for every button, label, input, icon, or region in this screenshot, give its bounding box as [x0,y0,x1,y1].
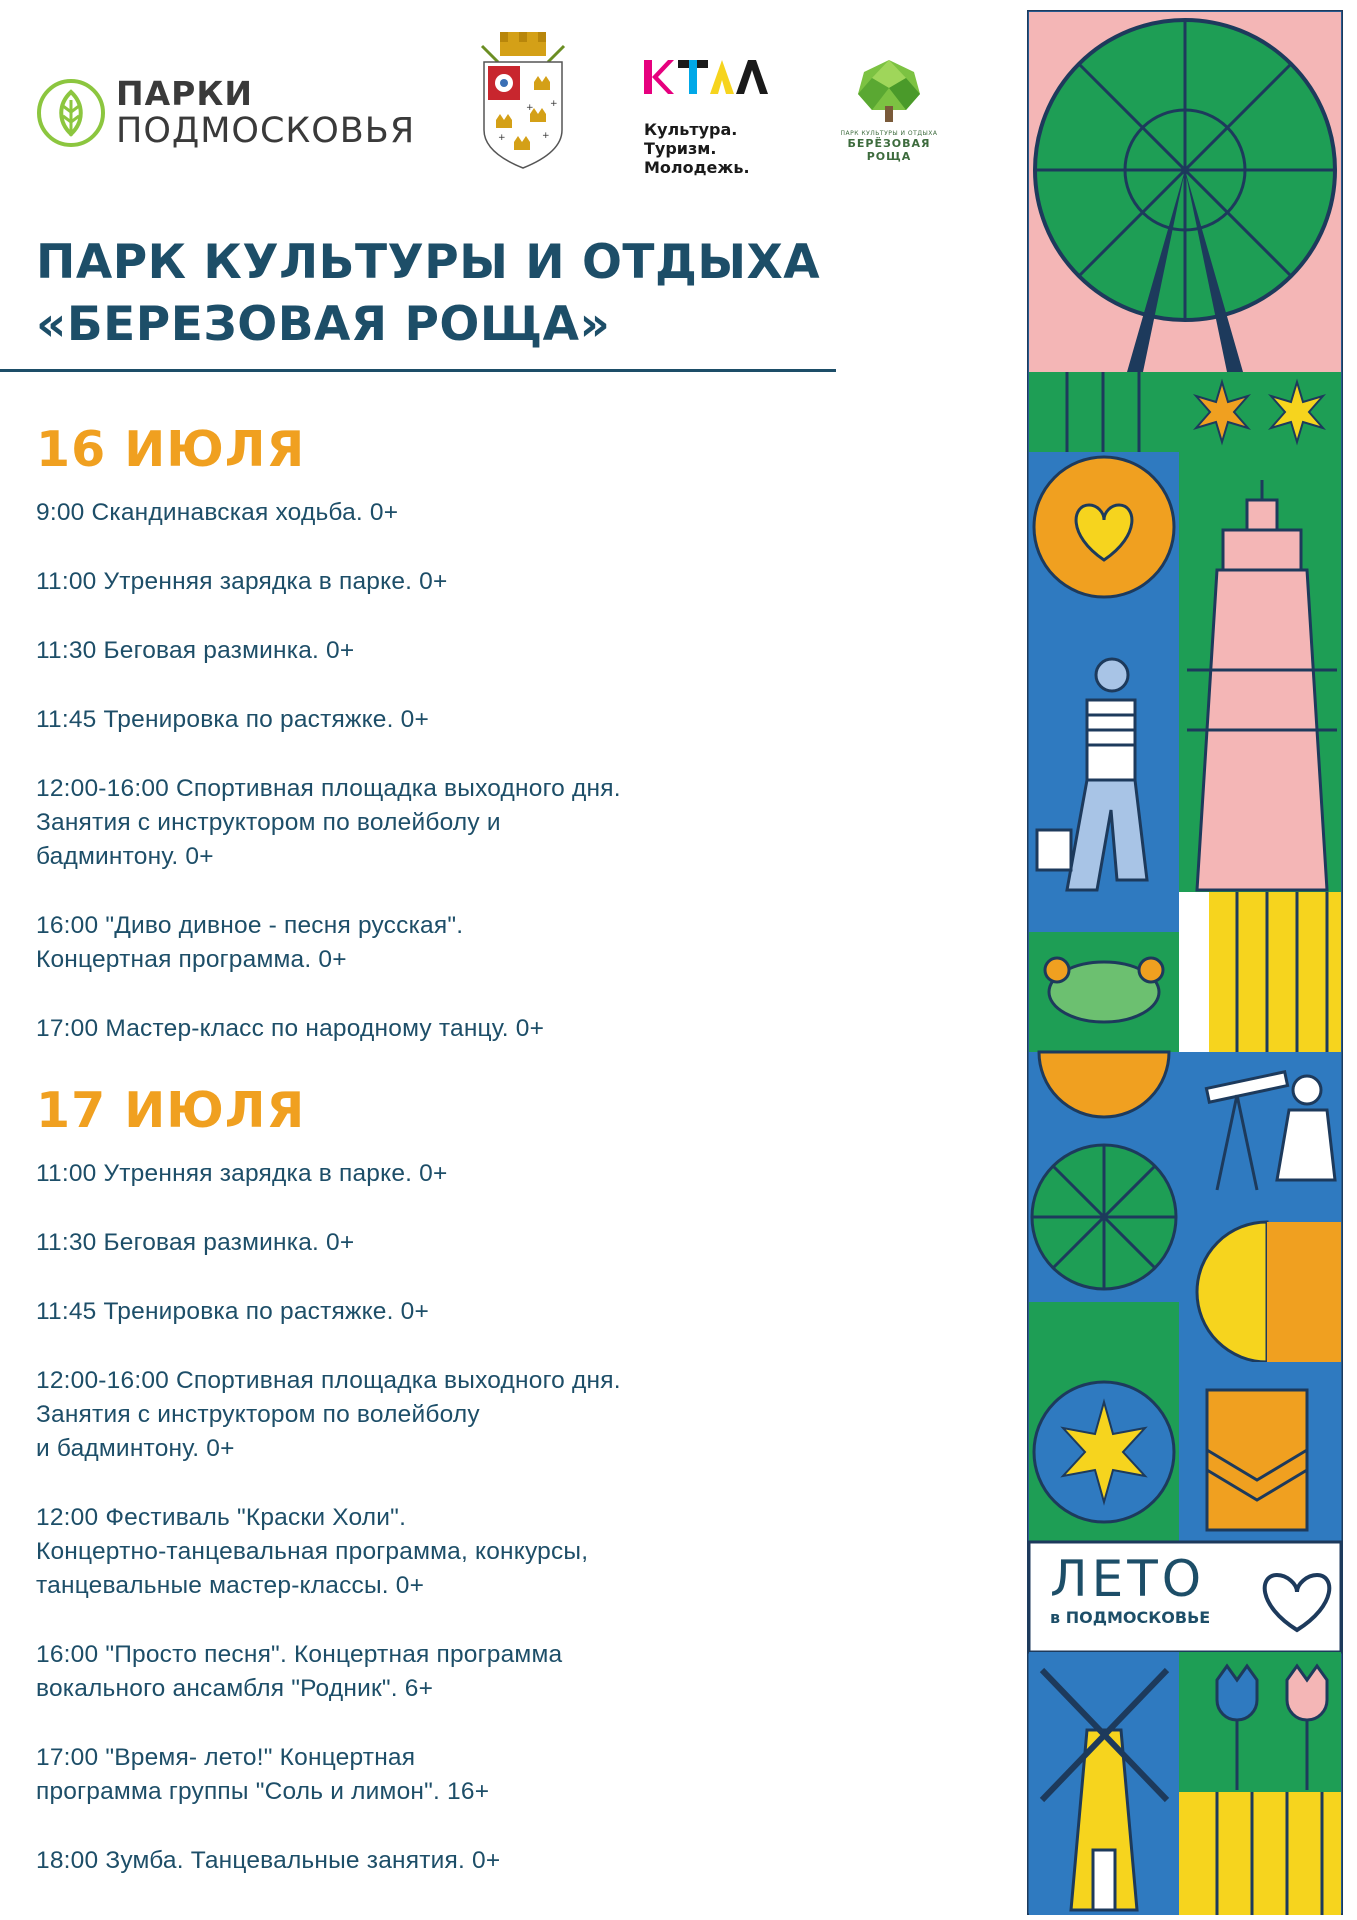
event-item: 11:00 Утренняя зарядка в парке. 0+ [36,1160,448,1187]
event-item: 17:00 Мастер-класс по народному танцу. 0+ [36,1015,545,1042]
parki-line2: ПОДМОСКОВЬЯ [116,111,416,151]
svg-text:+: + [550,99,558,109]
event-item: 12:00-16:00 Спортивная площадка выходного дня. Занятия с инструктором по волейболу и бадминтону. 0+ [36,775,621,870]
coat-of-arms-icon [478,30,568,170]
star-circle-icon [1029,1362,1179,1542]
event-item: 16:00 "Просто песня". Концертная программа вокального ансамбля "Родник". 6+ [36,1641,563,1702]
leto-sub: в ПОДМОСКОВЬЕ [1050,1608,1211,1627]
event-item: 17:00 "Время- лето!" Концертная программа группы "Соль и лимон". 16+ [36,1744,490,1805]
event-item: 12:00-16:00 Спортивная площадка выходного дня. Занятия с инструктором по волейболу и бадминтону. 0+ [36,1367,621,1462]
ferris-wheel-icon [1029,12,1341,372]
title-line-1: ПАРК КУЛЬТУРЫ И ОТДЫХА [36,235,821,290]
stripes-icon [1029,372,1179,452]
ktm-logo [644,52,784,177]
frog-icon [1029,932,1179,1052]
summer-art-panel [1027,10,1343,1915]
title-divider [0,369,836,372]
day-heading-17: 17 ИЮЛЯ [36,1082,306,1139]
svg-text:+: + [498,133,506,143]
event-item: 9:00 Скандинавская ходьба. 0+ [36,499,399,526]
parki-line1: ПАРКИ [116,74,253,113]
event-item: 11:45 Тренировка по растяжке. 0+ [36,1298,429,1325]
green-stripes-icon [1029,1302,1179,1362]
roscha-big-text: БЕРЁЗОВАЯ РОЩА [847,137,931,163]
ktm-mark-icon [644,52,784,112]
event-item: 11:30 Беговая разминка. 0+ [36,637,355,664]
event-item: 16:00 "Диво дивное - песня русская". Концертная программа. 0+ [36,912,464,973]
tree-icon [854,58,924,124]
green-circle-icon [1029,1132,1179,1302]
stars-icon [1179,372,1341,452]
day-heading-16: 16 ИЮЛЯ [36,421,306,478]
leto-text [1050,1552,1240,1627]
event-item: 11:30 Беговая разминка. 0+ [36,1229,355,1256]
ktm-line-2: Туризм. [644,139,717,158]
orange-semicircle-icon [1029,1052,1179,1132]
ktm-line-1: Культура. [644,120,738,139]
dog-icon [1179,1362,1341,1542]
event-item: 12:00 Фестиваль "Краски Холи". Концертно-танцевальная программа, конкурсы, танцевальные мастер-классы. 0+ [36,1504,589,1599]
tourist-figure-icon [1029,602,1179,932]
svg-text:+: + [526,103,534,113]
leto-word: ЛЕТО [1050,1550,1206,1608]
event-item: 11:45 Тренировка по растяжке. 0+ [36,706,429,733]
event-item: 18:00 Зумба. Танцевальные занятия. 0+ [36,1847,501,1874]
windmill-icon [1029,1652,1179,1915]
schedule [36,420,796,1913]
leaf-circle-icon [36,78,106,148]
heart-circle-icon [1029,452,1179,602]
page-title [36,232,820,356]
event-item: 11:00 Утренняя зарядка в парке. 0+ [36,568,448,595]
tulips-icon [1179,1652,1341,1915]
svg-text:+: + [542,131,550,141]
lighthouse-icon [1179,452,1341,892]
roscha-small-text: ПАРК КУЛЬТУРЫ И ОТДЫХА [840,130,938,137]
ktm-line-3: Молодежь. [644,158,750,177]
yellow-stripes-icon [1179,892,1341,1052]
parki-podmoskovya-logo [36,74,426,151]
yellow-semicircle-icon [1179,1202,1341,1362]
telescope-figure-icon [1179,1052,1341,1202]
title-line-2: «БЕРЕЗОВАЯ РОЩА» [36,297,611,352]
berezovaya-roscha-logo [834,58,944,163]
